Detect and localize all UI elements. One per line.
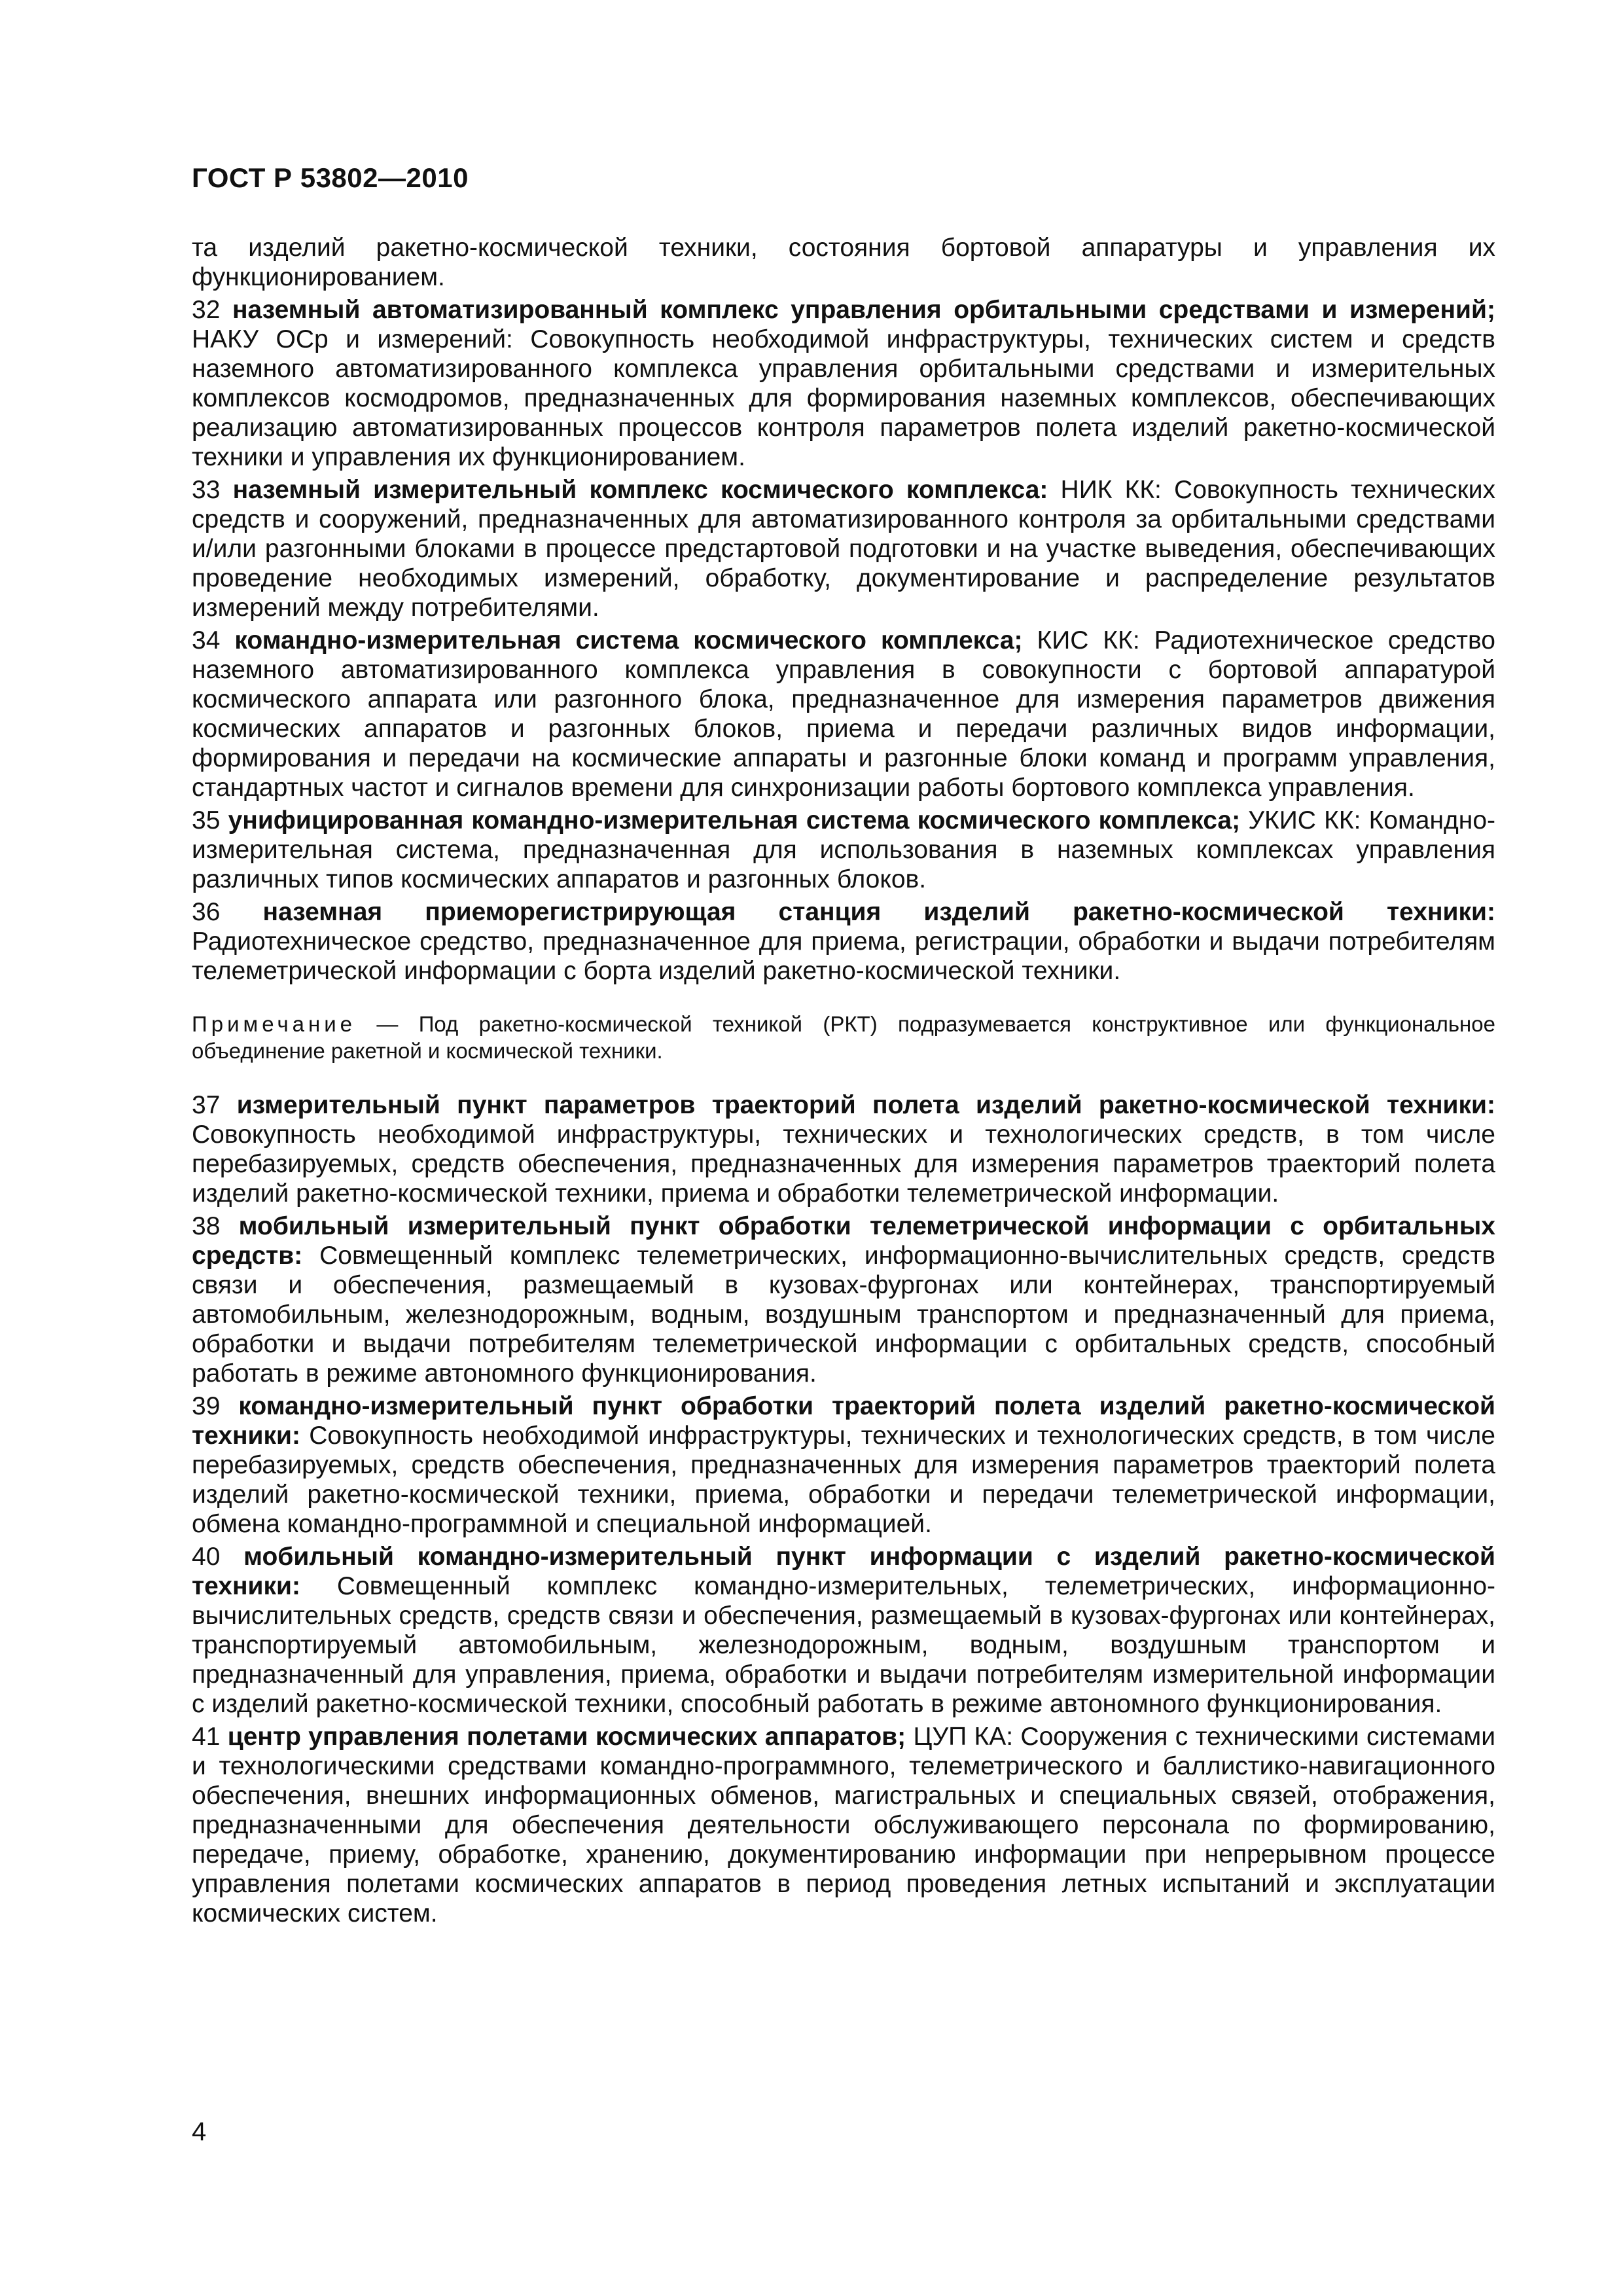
document-body bbox=[192, 233, 1495, 1931]
term-34: 34 командно-измерительная система космического комплекса; КИС КК: Радиотехническое средство наземного автоматизированного комплекса управления в совокупности с бортовой аппаратурой космического аппарата или разгонного блока, предназначенное для измерения параметров движения космических аппаратов и разгонных блоков, приема и передачи различных видов информации, формирования и передачи на космические аппараты и разгонные блоки команд и программ управления, стандартных частот и сигналов времени для синхронизации работы бортового комплекса управления. bbox=[192, 626, 1495, 802]
term-41: 41 центр управления полетами космических аппаратов; ЦУП КА: Сооружения с техническими системами и технологическими средствами командно-программного, телеметрического и баллистико-навигационного обеспечения, внешних информационных обменов, магистральных и специальных связей, отображения, предназначенными для обеспечения деятельности обслуживающего персонала по формированию, передаче, приему, обработке, хранению, документированию информации при непрерывном процессе управления полетами космических аппаратов в период проведения летных испытаний и эксплуатации космических систем. bbox=[192, 1723, 1495, 1928]
paragraph-continuation: та изделий ракетно-космической техники, состояния бортовой аппаратуры и управления их функционированием. bbox=[192, 234, 1495, 291]
page-number: 4 bbox=[192, 2117, 207, 2146]
note: Примечание — Под ракетно-космической техникой (РКТ) подразумевается конструктивное или функциональное объединение ракетной и космической техники. bbox=[192, 1012, 1495, 1063]
term-32: 32 наземный автоматизированный комплекс управления орбитальными средствами и измерений; НАКУ ОСр и измерений: Совокупность необходимой инфраструктуры, технических систем и средств наземного автоматизированного комплекса управления орбитальными средствами и измерительных комплексов космодромов, предназначенных для формирования наземных комплексов, обеспечивающих реализацию автоматизированных процессов контроля параметров полета изделий ракетно-космической техники и управления их функционированием. bbox=[192, 296, 1495, 471]
term-36: 36 наземная приеморегистрирующая станция изделий ракетно-космической техники: Радиотехническое средство, предназначенное для приема, регистрации, обработки и выдачи потребителям телеметрической информации с борта изделий ракетно-космической техники. bbox=[192, 898, 1495, 985]
term-40: 40 мобильный командно-измерительный пункт информации с изделий ракетно-космической техники: Совмещенный комплекс командно-измерительных, телеметрических, информационно-вычислительных средств, средств связи и обеспечения, размещаемый в кузовах-фургонах или контейнерах, транспортируемый автомобильным, железнодорожным, водным, воздушным транспортом и предназначенный для управления, приема, обработки и выдачи потребителям измерительной информации с изделий ракетно-космической техники, способный работать в режиме автономного функционирования. bbox=[192, 1543, 1495, 1718]
term-33: 33 наземный измерительный комплекс космического комплекса: НИК КК: Совокупность технических средств и сооружений, предназначенных для автоматизированного контроля за орбитальными средствами и/или разгонными блоками в процессе предстартовой подготовки и на участке выведения, обеспечивающих проведение необходимых измерений, обработку, документирование и распределение результатов измерений между потребителями. bbox=[192, 476, 1495, 622]
term-38: 38 мобильный измерительный пункт обработки телеметрической информации с орбитальных средств: Совмещенный комплекс телеметрических, информационно-вычислительных средств, средств связи и обеспечения, размещаемый в кузовах-фургонах или контейнерах, транспортируемый автомобильным, железнодорожным, водным, воздушным транспортом и предназначенный для приема, обработки и выдачи потребителям телеметрической информации с орбитальных средств, способный работать в режиме автономного функционирования. bbox=[192, 1212, 1495, 1388]
term-39: 39 командно-измерительный пункт обработки траекторий полета изделий ракетно-космической техники: Совокупность необходимой инфраструктуры, технических и технологических средств, в том числе перебазируемых, средств обеспечения, предназначенных для измерения параметров траекторий полета изделий ракетно-космической техники, приема, обработки и передачи телеметрической информации, обмена командно-программной и специальной информацией. bbox=[192, 1392, 1496, 1538]
term-35: 35 унифицированная командно-измерительная система космического комплекса; УКИС КК: Командно-измерительная система, предназначенная для использования в наземных комплексах управления различных типов космических аппаратов и разгонных блоков. bbox=[192, 806, 1495, 893]
term-37: 37 измерительный пункт параметров траекторий полета изделий ракетно-космической техники: Совокупность необходимой инфраструктуры, технических и технологических средств, в том числе перебазируемых, средств обеспечения, предназначенных для измерения параметров траекторий полета изделий ракетно-космической техники, приема и обработки телеметрической информации. bbox=[192, 1091, 1495, 1208]
document-header: ГОСТ Р 53802—2010 bbox=[192, 162, 469, 193]
